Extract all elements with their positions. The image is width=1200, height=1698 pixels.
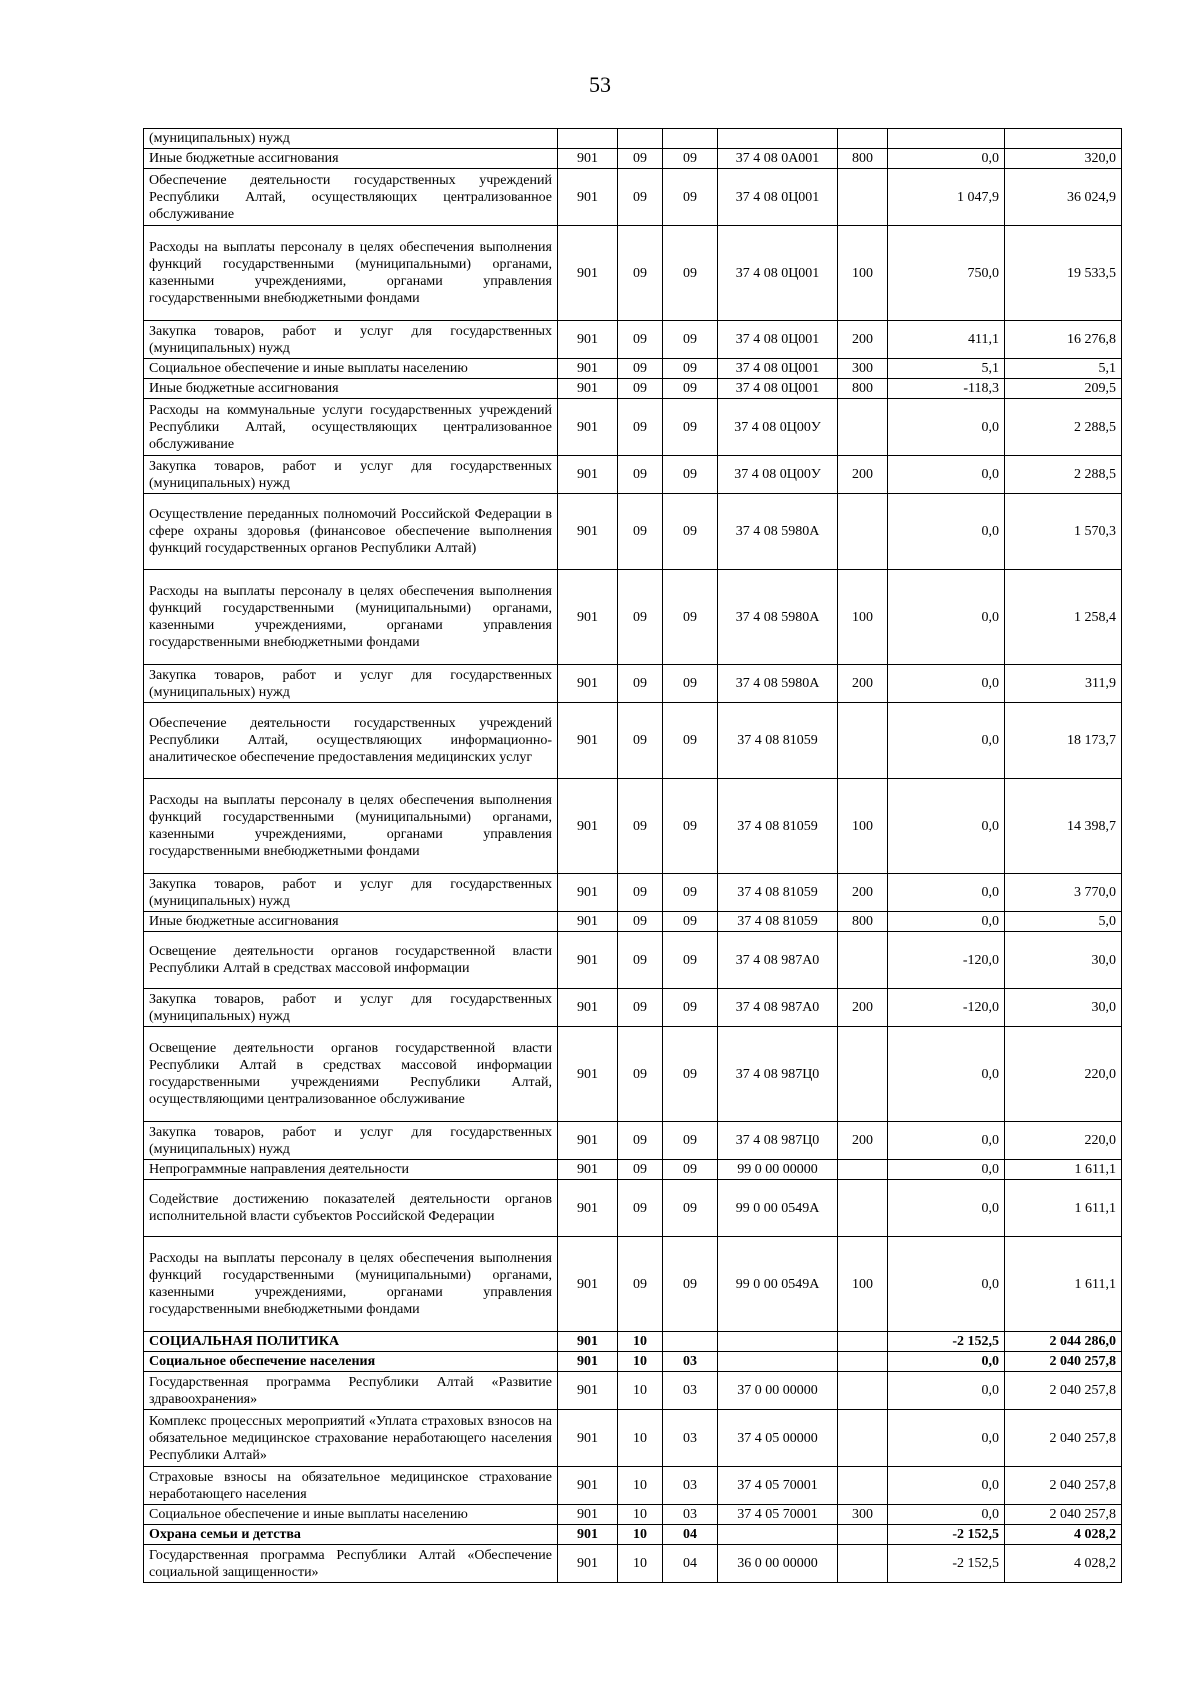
table-row: [144, 456, 1122, 494]
row-vr-cell: [838, 494, 888, 570]
row-name-cell: Иные бюджетные ассигнования: [144, 379, 558, 399]
row-vr-cell: [838, 1352, 888, 1372]
table-row: [144, 321, 1122, 359]
row-change-cell: -2 152,5: [888, 1525, 1005, 1545]
row-total-cell: 36 024,9: [1005, 169, 1122, 226]
row-change-cell: 0,0: [888, 570, 1005, 665]
row-rz-cell: 09: [618, 665, 663, 703]
row-pr-cell: [663, 1332, 718, 1352]
row-rz-cell: 09: [618, 703, 663, 779]
table-row: [144, 359, 1122, 379]
row-csr-cell: 37 4 05 00000: [718, 1410, 838, 1467]
table-row: [144, 399, 1122, 456]
row-total-cell: 220,0: [1005, 1027, 1122, 1122]
row-total-cell: 2 040 257,8: [1005, 1410, 1122, 1467]
row-change-cell: 750,0: [888, 226, 1005, 321]
row-rz-cell: 09: [618, 399, 663, 456]
row-name-cell: Осуществление переданных полномочий Российской Федерации в сфере охраны здоровья (финансовое обеспечение выполнения функций государственных органов Республики Алтай): [144, 494, 558, 570]
row-csr-cell: 99 0 00 0549А: [718, 1180, 838, 1237]
row-gr-cell: 901: [558, 359, 618, 379]
table-row: [144, 912, 1122, 932]
row-csr-cell: 37 0 00 00000: [718, 1372, 838, 1410]
row-pr-cell: 09: [663, 1237, 718, 1332]
row-pr-cell: 09: [663, 169, 718, 226]
row-pr-cell: 09: [663, 226, 718, 321]
row-change-cell: 5,1: [888, 359, 1005, 379]
row-rz-cell: 09: [618, 169, 663, 226]
row-gr-cell: 901: [558, 1545, 618, 1583]
row-total-cell: 320,0: [1005, 149, 1122, 169]
row-pr-cell: 09: [663, 932, 718, 989]
row-gr-cell: 901: [558, 1525, 618, 1545]
row-vr-cell: [838, 1160, 888, 1180]
row-csr-cell: 37 4 08 987А0: [718, 932, 838, 989]
row-csr-cell: [718, 129, 838, 149]
row-vr-cell: [838, 1410, 888, 1467]
row-rz-cell: 09: [618, 932, 663, 989]
row-change-cell: 0,0: [888, 779, 1005, 874]
row-name-cell: (муниципальных) нужд: [144, 129, 558, 149]
row-vr-cell: 300: [838, 359, 888, 379]
row-change-cell: -118,3: [888, 379, 1005, 399]
table-row: [144, 379, 1122, 399]
row-csr-cell: 37 4 08 81059: [718, 779, 838, 874]
row-vr-cell: [838, 703, 888, 779]
row-total-cell: 1 570,3: [1005, 494, 1122, 570]
row-change-cell: 0,0: [888, 912, 1005, 932]
table-row: [144, 1525, 1122, 1545]
row-total-cell: 2 288,5: [1005, 456, 1122, 494]
row-pr-cell: 09: [663, 1122, 718, 1160]
row-gr-cell: 901: [558, 226, 618, 321]
row-vr-cell: [838, 1525, 888, 1545]
row-vr-cell: [838, 932, 888, 989]
row-total-cell: 4 028,2: [1005, 1525, 1122, 1545]
row-pr-cell: [663, 129, 718, 149]
row-rz-cell: 09: [618, 570, 663, 665]
table-row: [144, 129, 1122, 149]
row-gr-cell: 901: [558, 1467, 618, 1505]
row-rz-cell: 10: [618, 1352, 663, 1372]
row-rz-cell: 09: [618, 226, 663, 321]
table-row: [144, 779, 1122, 874]
row-rz-cell: 09: [618, 149, 663, 169]
row-total-cell: 2 040 257,8: [1005, 1372, 1122, 1410]
row-rz-cell: 09: [618, 494, 663, 570]
row-change-cell: 0,0: [888, 494, 1005, 570]
row-csr-cell: 37 4 08 5980А: [718, 570, 838, 665]
row-total-cell: 16 276,8: [1005, 321, 1122, 359]
row-change-cell: 0,0: [888, 1180, 1005, 1237]
row-change-cell: 0,0: [888, 665, 1005, 703]
row-gr-cell: 901: [558, 1372, 618, 1410]
row-change-cell: 0,0: [888, 1352, 1005, 1372]
row-total-cell: 220,0: [1005, 1122, 1122, 1160]
table-row: [144, 1505, 1122, 1525]
row-rz-cell: 10: [618, 1467, 663, 1505]
row-rz-cell: 09: [618, 1237, 663, 1332]
row-change-cell: -120,0: [888, 989, 1005, 1027]
row-gr-cell: 901: [558, 874, 618, 912]
row-rz-cell: 09: [618, 379, 663, 399]
row-total-cell: 4 028,2: [1005, 1545, 1122, 1583]
row-pr-cell: 03: [663, 1372, 718, 1410]
row-name-cell: Расходы на выплаты персоналу в целях обеспечения выполнения функций государственными (муниципальными) органами, казенными учреждениями, органами управления государственными внебюджетными фондами: [144, 570, 558, 665]
table-row: [144, 1410, 1122, 1467]
row-name-cell: Непрограммные направления деятельности: [144, 1160, 558, 1180]
row-csr-cell: 37 4 08 0Ц00У: [718, 399, 838, 456]
row-change-cell: 0,0: [888, 1410, 1005, 1467]
table-row: [144, 494, 1122, 570]
row-vr-cell: [838, 1180, 888, 1237]
row-name-cell: Расходы на выплаты персоналу в целях обеспечения выполнения функций государственными (муниципальными) органами, казенными учреждениями, органами управления государственными внебюджетными фондами: [144, 1237, 558, 1332]
row-change-cell: 0,0: [888, 149, 1005, 169]
row-gr-cell: 901: [558, 570, 618, 665]
row-rz-cell: 09: [618, 1160, 663, 1180]
row-name-cell: Закупка товаров, работ и услуг для государственных (муниципальных) нужд: [144, 456, 558, 494]
row-name-cell: Содействие достижению показателей деятельности органов исполнительной власти субъектов Российской Федерации: [144, 1180, 558, 1237]
row-total-cell: 5,0: [1005, 912, 1122, 932]
row-pr-cell: 09: [663, 779, 718, 874]
row-gr-cell: [558, 129, 618, 149]
row-vr-cell: 200: [838, 1122, 888, 1160]
table-row: [144, 703, 1122, 779]
row-csr-cell: 37 4 08 0Ц00У: [718, 456, 838, 494]
row-gr-cell: 901: [558, 1180, 618, 1237]
table-row: [144, 1352, 1122, 1372]
row-total-cell: 311,9: [1005, 665, 1122, 703]
row-name-cell: Охрана семьи и детства: [144, 1525, 558, 1545]
table-row: [144, 665, 1122, 703]
row-pr-cell: 09: [663, 494, 718, 570]
row-vr-cell: 300: [838, 1505, 888, 1525]
row-csr-cell: 37 4 08 0Ц001: [718, 359, 838, 379]
row-pr-cell: 09: [663, 359, 718, 379]
row-vr-cell: 200: [838, 989, 888, 1027]
row-csr-cell: 37 4 08 987Ц0: [718, 1027, 838, 1122]
row-rz-cell: 10: [618, 1505, 663, 1525]
table-row: [144, 1237, 1122, 1332]
row-csr-cell: 37 4 08 5980А: [718, 665, 838, 703]
row-total-cell: 1 611,1: [1005, 1237, 1122, 1332]
row-vr-cell: 100: [838, 226, 888, 321]
row-pr-cell: 09: [663, 570, 718, 665]
row-gr-cell: 901: [558, 494, 618, 570]
row-name-cell: Расходы на коммунальные услуги государственных учреждений Республики Алтай, осуществляющих централизованное обслуживание: [144, 399, 558, 456]
row-pr-cell: 09: [663, 1160, 718, 1180]
row-rz-cell: 09: [618, 1027, 663, 1122]
row-total-cell: 14 398,7: [1005, 779, 1122, 874]
row-change-cell: 0,0: [888, 874, 1005, 912]
row-change-cell: 0,0: [888, 1237, 1005, 1332]
table-row: [144, 989, 1122, 1027]
row-gr-cell: 901: [558, 399, 618, 456]
row-gr-cell: 901: [558, 703, 618, 779]
row-gr-cell: 901: [558, 1410, 618, 1467]
row-change-cell: 0,0: [888, 1505, 1005, 1525]
row-total-cell: 209,5: [1005, 379, 1122, 399]
row-vr-cell: 200: [838, 665, 888, 703]
row-name-cell: Закупка товаров, работ и услуг для государственных (муниципальных) нужд: [144, 665, 558, 703]
table-row: [144, 932, 1122, 989]
row-change-cell: -2 152,5: [888, 1332, 1005, 1352]
row-name-cell: Страховые взносы на обязательное медицинское страхование неработающего населения: [144, 1467, 558, 1505]
row-gr-cell: 901: [558, 932, 618, 989]
row-gr-cell: 901: [558, 912, 618, 932]
table-row: [144, 1545, 1122, 1583]
row-total-cell: 2 040 257,8: [1005, 1352, 1122, 1372]
row-name-cell: Закупка товаров, работ и услуг для государственных (муниципальных) нужд: [144, 321, 558, 359]
row-vr-cell: [838, 399, 888, 456]
page-number: 53: [589, 72, 611, 97]
row-total-cell: 3 770,0: [1005, 874, 1122, 912]
row-rz-cell: 09: [618, 779, 663, 874]
row-pr-cell: 09: [663, 989, 718, 1027]
row-csr-cell: 37 4 08 987А0: [718, 989, 838, 1027]
row-total-cell: 19 533,5: [1005, 226, 1122, 321]
row-csr-cell: [718, 1525, 838, 1545]
row-gr-cell: 901: [558, 1332, 618, 1352]
row-change-cell: -2 152,5: [888, 1545, 1005, 1583]
row-total-cell: 5,1: [1005, 359, 1122, 379]
row-vr-cell: 200: [838, 321, 888, 359]
row-pr-cell: 03: [663, 1467, 718, 1505]
row-pr-cell: 09: [663, 1180, 718, 1237]
row-csr-cell: 99 0 00 00000: [718, 1160, 838, 1180]
row-change-cell: 1 047,9: [888, 169, 1005, 226]
row-pr-cell: 09: [663, 874, 718, 912]
row-rz-cell: 10: [618, 1372, 663, 1410]
row-pr-cell: 09: [663, 665, 718, 703]
row-csr-cell: 37 4 05 70001: [718, 1467, 838, 1505]
row-change-cell: 0,0: [888, 1467, 1005, 1505]
row-pr-cell: 09: [663, 703, 718, 779]
row-total-cell: 18 173,7: [1005, 703, 1122, 779]
table-row: [144, 1122, 1122, 1160]
table-body: [144, 129, 1122, 1583]
row-pr-cell: 09: [663, 1027, 718, 1122]
row-total-cell: 1 258,4: [1005, 570, 1122, 665]
row-vr-cell: 800: [838, 912, 888, 932]
row-name-cell: СОЦИАЛЬНАЯ ПОЛИТИКА: [144, 1332, 558, 1352]
row-total-cell: 2 040 257,8: [1005, 1467, 1122, 1505]
row-name-cell: Обеспечение деятельности государственных учреждений Республики Алтай, осуществляющих информационно-аналитическое обеспечение предоставления медицинских услуг: [144, 703, 558, 779]
row-pr-cell: 09: [663, 149, 718, 169]
row-total-cell: 2 044 286,0: [1005, 1332, 1122, 1352]
row-rz-cell: 09: [618, 1180, 663, 1237]
row-change-cell: 0,0: [888, 1122, 1005, 1160]
row-csr-cell: 37 4 08 0Ц001: [718, 379, 838, 399]
row-csr-cell: 37 4 08 81059: [718, 912, 838, 932]
row-change-cell: [888, 129, 1005, 149]
row-name-cell: Закупка товаров, работ и услуг для государственных (муниципальных) нужд: [144, 874, 558, 912]
row-gr-cell: 901: [558, 1122, 618, 1160]
row-pr-cell: 04: [663, 1545, 718, 1583]
row-pr-cell: 09: [663, 912, 718, 932]
row-gr-cell: 901: [558, 456, 618, 494]
row-pr-cell: 03: [663, 1410, 718, 1467]
row-change-cell: 0,0: [888, 1160, 1005, 1180]
row-vr-cell: [838, 129, 888, 149]
row-csr-cell: 37 4 08 81059: [718, 703, 838, 779]
row-csr-cell: 99 0 00 0549А: [718, 1237, 838, 1332]
row-vr-cell: [838, 169, 888, 226]
row-vr-cell: 100: [838, 1237, 888, 1332]
row-rz-cell: 10: [618, 1545, 663, 1583]
row-gr-cell: 901: [558, 779, 618, 874]
row-vr-cell: 200: [838, 456, 888, 494]
row-name-cell: Социальное обеспечение населения: [144, 1352, 558, 1372]
row-gr-cell: 901: [558, 1505, 618, 1525]
row-csr-cell: 37 4 08 81059: [718, 874, 838, 912]
row-total-cell: 1 611,1: [1005, 1180, 1122, 1237]
row-vr-cell: 100: [838, 779, 888, 874]
row-csr-cell: 37 4 08 0Ц001: [718, 321, 838, 359]
row-csr-cell: 37 4 08 987Ц0: [718, 1122, 838, 1160]
row-csr-cell: 36 0 00 00000: [718, 1545, 838, 1583]
row-vr-cell: [838, 1332, 888, 1352]
row-name-cell: Социальное обеспечение и иные выплаты населению: [144, 359, 558, 379]
table-row: [144, 570, 1122, 665]
row-change-cell: 0,0: [888, 456, 1005, 494]
row-csr-cell: [718, 1352, 838, 1372]
row-gr-cell: 901: [558, 989, 618, 1027]
row-rz-cell: 09: [618, 359, 663, 379]
row-pr-cell: 09: [663, 321, 718, 359]
row-name-cell: Государственная программа Республики Алтай «Обеспечение социальной защищенности»: [144, 1545, 558, 1583]
row-gr-cell: 901: [558, 169, 618, 226]
table-row: [144, 169, 1122, 226]
row-gr-cell: 901: [558, 1027, 618, 1122]
row-pr-cell: 09: [663, 379, 718, 399]
row-change-cell: 0,0: [888, 703, 1005, 779]
row-gr-cell: 901: [558, 1160, 618, 1180]
row-total-cell: 2 288,5: [1005, 399, 1122, 456]
row-total-cell: 30,0: [1005, 989, 1122, 1027]
row-rz-cell: 09: [618, 456, 663, 494]
row-name-cell: Иные бюджетные ассигнования: [144, 149, 558, 169]
row-vr-cell: [838, 1372, 888, 1410]
row-gr-cell: 901: [558, 665, 618, 703]
row-gr-cell: 901: [558, 1352, 618, 1372]
table-row: [144, 1467, 1122, 1505]
row-name-cell: Освещение деятельности органов государственной власти Республики Алтай в средствах массовой информации государственными учреждениями Республики Алтай, осуществляющими централизованное обслуживание: [144, 1027, 558, 1122]
row-total-cell: [1005, 129, 1122, 149]
row-rz-cell: 09: [618, 321, 663, 359]
table-row: [144, 1372, 1122, 1410]
row-change-cell: 0,0: [888, 1027, 1005, 1122]
row-gr-cell: 901: [558, 1237, 618, 1332]
budget-table: [143, 128, 1122, 1583]
row-vr-cell: [838, 1545, 888, 1583]
row-vr-cell: [838, 1467, 888, 1505]
row-pr-cell: 03: [663, 1505, 718, 1525]
row-pr-cell: 09: [663, 399, 718, 456]
row-pr-cell: 03: [663, 1352, 718, 1372]
row-csr-cell: 37 4 08 0Ц001: [718, 169, 838, 226]
row-change-cell: 411,1: [888, 321, 1005, 359]
row-change-cell: 0,0: [888, 1372, 1005, 1410]
row-vr-cell: [838, 1027, 888, 1122]
table-row: [144, 226, 1122, 321]
table-row: [144, 1027, 1122, 1122]
row-name-cell: Обеспечение деятельности государственных учреждений Республики Алтай, осуществляющих централизованное обслуживание: [144, 169, 558, 226]
row-csr-cell: 37 4 05 70001: [718, 1505, 838, 1525]
row-rz-cell: 10: [618, 1332, 663, 1352]
row-gr-cell: 901: [558, 379, 618, 399]
table-row: [144, 1160, 1122, 1180]
row-pr-cell: 04: [663, 1525, 718, 1545]
row-change-cell: 0,0: [888, 399, 1005, 456]
row-csr-cell: 37 4 08 5980А: [718, 494, 838, 570]
row-name-cell: Расходы на выплаты персоналу в целях обеспечения выполнения функций государственными (муниципальными) органами, казенными учреждениями, органами управления государственными внебюджетными фондами: [144, 226, 558, 321]
row-rz-cell: 09: [618, 912, 663, 932]
row-csr-cell: [718, 1332, 838, 1352]
row-name-cell: Комплекс процессных мероприятий «Уплата страховых взносов на обязательное медицинское страхование неработающего населения Республики Алтай»: [144, 1410, 558, 1467]
row-csr-cell: 37 4 08 0А001: [718, 149, 838, 169]
row-rz-cell: 10: [618, 1410, 663, 1467]
row-name-cell: Иные бюджетные ассигнования: [144, 912, 558, 932]
row-rz-cell: 09: [618, 989, 663, 1027]
row-csr-cell: 37 4 08 0Ц001: [718, 226, 838, 321]
row-name-cell: Закупка товаров, работ и услуг для государственных (муниципальных) нужд: [144, 989, 558, 1027]
table-row: [144, 1180, 1122, 1237]
row-vr-cell: 800: [838, 149, 888, 169]
row-name-cell: Освещение деятельности органов государственной власти Республики Алтай в средствах массовой информации: [144, 932, 558, 989]
row-rz-cell: [618, 129, 663, 149]
row-total-cell: 2 040 257,8: [1005, 1505, 1122, 1525]
row-rz-cell: 09: [618, 1122, 663, 1160]
row-total-cell: 30,0: [1005, 932, 1122, 989]
row-name-cell: Расходы на выплаты персоналу в целях обеспечения выполнения функций государственными (муниципальными) органами, казенными учреждениями, органами управления государственными внебюджетными фондами: [144, 779, 558, 874]
row-rz-cell: 10: [618, 1525, 663, 1545]
row-gr-cell: 901: [558, 321, 618, 359]
row-rz-cell: 09: [618, 874, 663, 912]
row-total-cell: 1 611,1: [1005, 1160, 1122, 1180]
row-vr-cell: 100: [838, 570, 888, 665]
row-vr-cell: 200: [838, 874, 888, 912]
table-row: [144, 1332, 1122, 1352]
row-change-cell: -120,0: [888, 932, 1005, 989]
row-name-cell: Социальное обеспечение и иные выплаты населению: [144, 1505, 558, 1525]
row-vr-cell: 800: [838, 379, 888, 399]
row-name-cell: Закупка товаров, работ и услуг для государственных (муниципальных) нужд: [144, 1122, 558, 1160]
row-pr-cell: 09: [663, 456, 718, 494]
table-row: [144, 149, 1122, 169]
row-gr-cell: 901: [558, 149, 618, 169]
table-row: [144, 874, 1122, 912]
row-name-cell: Государственная программа Республики Алтай «Развитие здравоохранения»: [144, 1372, 558, 1410]
